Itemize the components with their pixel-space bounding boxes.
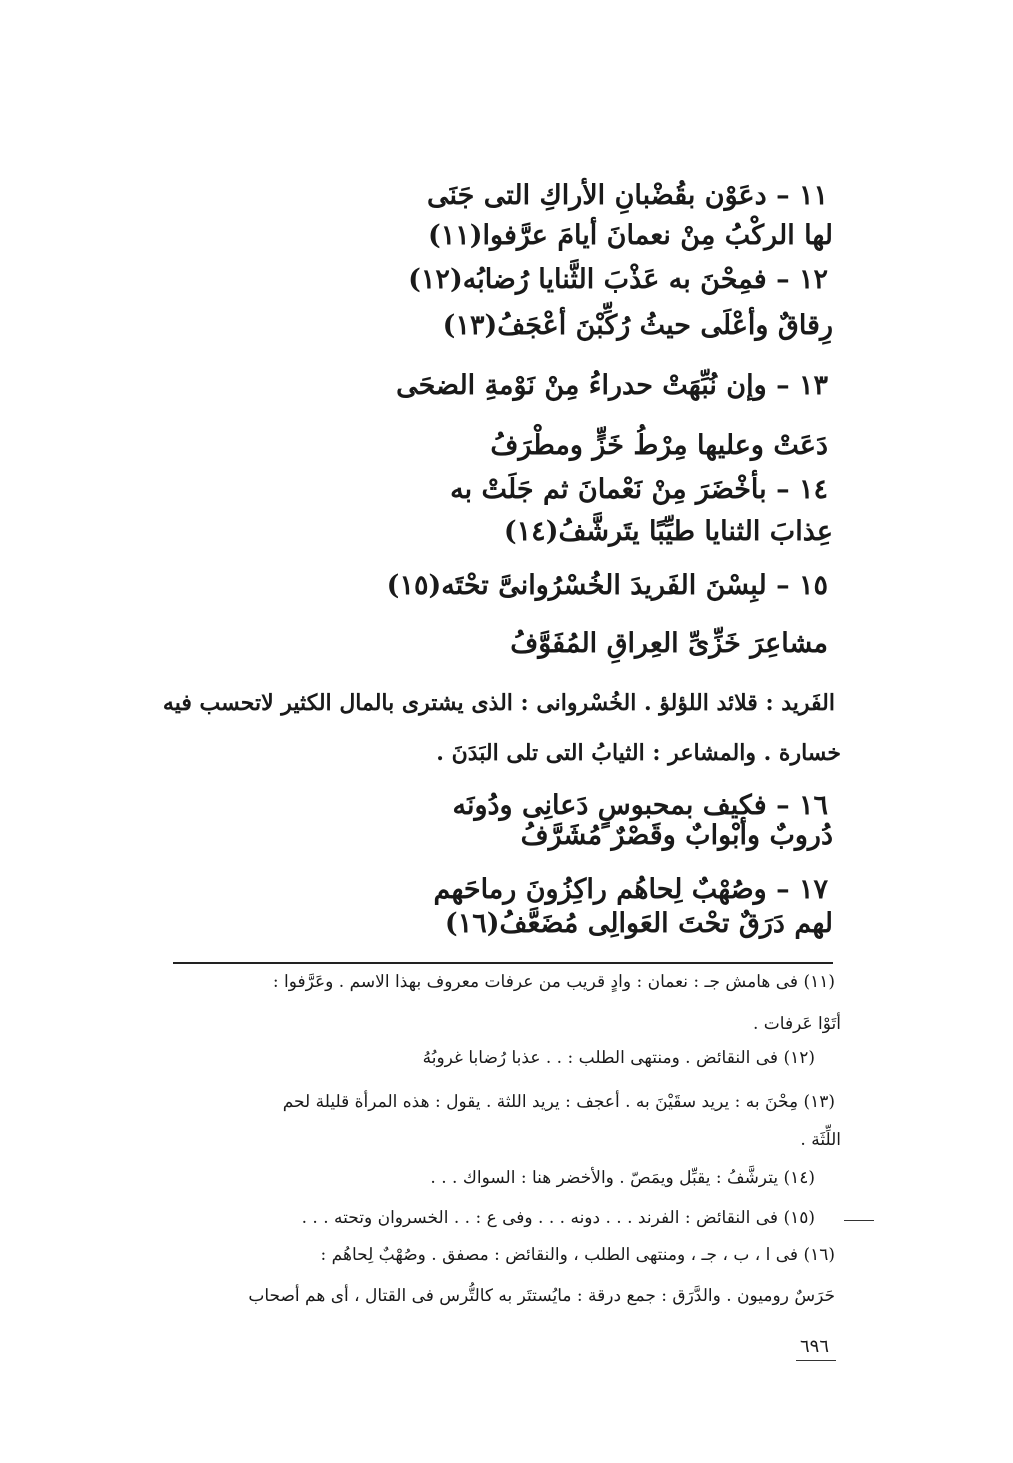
verse-16-first-hemistich: ١٦ – فكيف بمحبوسٍ دَعانِى ودُونَه: [452, 790, 828, 821]
gloss-line-2: خسارة . والمشاعر : الثيابُ التى تلى البَدَنَ .: [436, 740, 841, 766]
verse-11-second-hemistich: لها الركْبُ مِنْ نعمانَ أيامَ عرَّفوا(١١): [427, 220, 833, 251]
footnote-11-line-2: أتَوْا عَرفات .: [752, 1014, 841, 1034]
margin-dash: [844, 1220, 874, 1221]
footnote-16-line-2: حَرَسٌ روميون . والدَّرَق : جمع درقة : مايُستتَر به كالتُّرس فى القتال ، أى هم أصحاب: [248, 1286, 835, 1306]
footnote-16-line-1: (١٦) فى ا ، ب ، جـ ، ومنتهى الطلب ، والنقائض : مصفق . وصُهْبٌ لِحاهُم :: [320, 1245, 835, 1265]
verse-13-first-hemistich: ١٣ – وإن نُبِّهَتْ حدراءُ مِنْ نَوْمةِ الضحَى: [396, 370, 828, 401]
gloss-line-1: الفَريد : قلائد اللؤلؤ . الخُسْروانى : الذى يشترى بالمال الكثير لاتحسب فيه: [162, 690, 835, 716]
verse-16-second-hemistich: دُروبٌ وأبْوابٌ وقَصْرٌ مُشَرَّفُ: [520, 820, 833, 851]
verse-12-first-hemistich: ١٢ – فمِحْنَ به عَذْبَ الثَّنايا رُضابُه(١٢): [408, 264, 828, 295]
verse-17-second-hemistich: لهم دَرَقٌ تحْتَ العَوالِى مُضَعَّفُ(١٦): [444, 908, 833, 939]
footnote-11-line-1: (١١) فى هامش جـ : نعمان : وادٍ قريب من عرفات معروف بهذا الاسم . وعَرَّفوا :: [272, 972, 835, 992]
footnote-13-line-2: اللِّثَة .: [800, 1130, 841, 1150]
verse-13-second-hemistich: دَعَتْ وعليها مِرْطُ خَزٍّ ومطْرَفُ: [490, 430, 828, 461]
page-number-underline: [796, 1360, 836, 1361]
footnote-13-line-1: (١٣) مِحْنَ به : يريد سقَيْنَ به . أعجف : يريد اللثة . يقول : هذه المرأة قليلة لحم: [282, 1092, 835, 1112]
verse-17-first-hemistich: ١٧ – وصُهْبٌ لِحاهُم راكِزُونَ رماحَهم: [433, 874, 828, 905]
footnote-15: (١٥) فى النقائض : الفرند . . . دونه . . . وفى ع : . . الخسروان وتحته . . .: [301, 1208, 815, 1228]
footnote-14: (١٤) يترشَّفُ : يقبِّل ويمَصّ . والأخضر هنا : السواك . . .: [430, 1168, 815, 1188]
verse-15-second-hemistich: مشاعِرَ خَزِّىِّ العِراقِ المُفَوَّفُ: [510, 628, 828, 659]
verse-15-first-hemistich: ١٥ – لبِسْنَ الفَريدَ الخُسْرُوانىَّ تحْتَه(١٥): [386, 570, 828, 601]
footnote-separator: [173, 962, 833, 964]
verse-12-second-hemistich: رِقاقٌ وأعْلَى حيثُ رُكِّبْنَ أعْجَفُ(١٣): [442, 310, 833, 341]
verse-11-first-hemistich: ١١ – دعَوْن بقُضْبانِ الأراكِ التى جَنَى: [426, 180, 828, 211]
verse-14-first-hemistich: ١٤ – بأخْضَرَ مِنْ نَعْمانَ ثم جَلَتْ به: [450, 474, 828, 505]
page-number: ٦٩٦: [800, 1336, 830, 1357]
footnote-12: (١٢) فى النقائض . ومنتهى الطلب : . . عذبا رُضابا غروبُهُ: [422, 1048, 815, 1068]
verse-14-second-hemistich: عِذابَ الثنايا طيِّبًا يتَرشَّفُ(١٤): [503, 516, 833, 547]
